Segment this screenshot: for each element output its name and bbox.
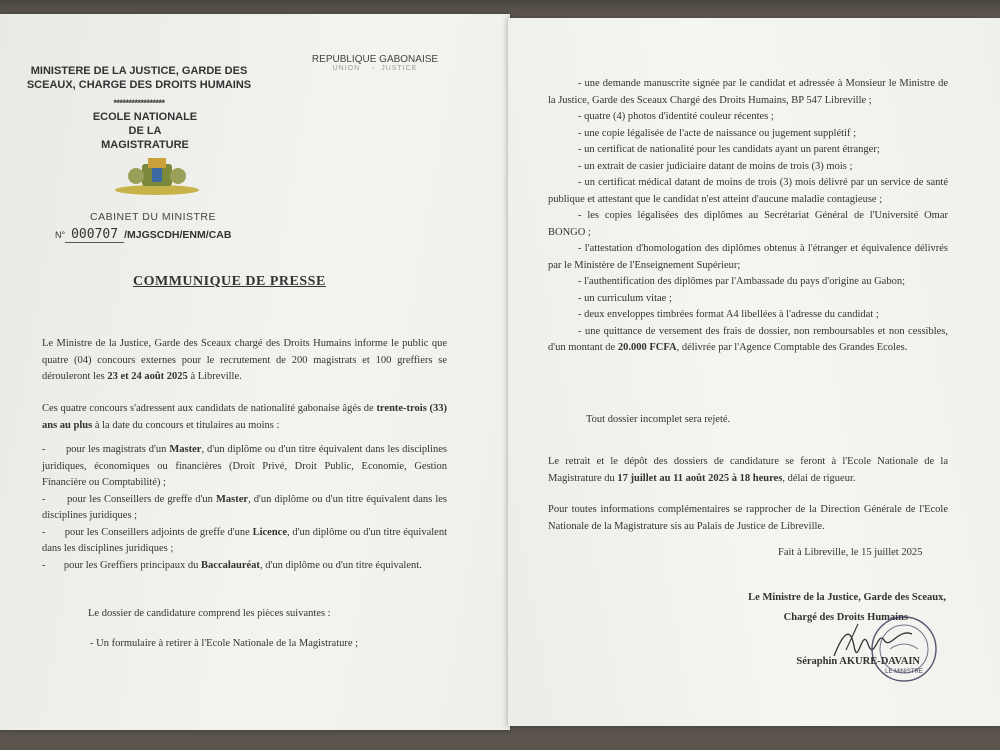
eligibility-text-end: à la date du concours et titulaires au moins : — [92, 419, 280, 431]
ref-suffix: /MJGSCDH/ENM/CAB — [124, 229, 232, 241]
list-item: - pour les Conseillers adjoints de greffe d'une Licence, d'un diplôme ou d'un titre équivalent dans les disciplines juridiques ; — [42, 526, 447, 554]
piece-item: - un certificat de nationalité pour les candidats ayant un parent étranger; — [578, 144, 880, 155]
signatory-title-1: Le Ministre de la Justice, Garde des Sceaux, — [748, 592, 946, 603]
info-paragraph: Pour toutes informations complémentaires se rapprocher de la Direction Générale de l'Ecole Nationale de la Magistrature sis au Palais de Justice de Libreville. — [548, 504, 948, 532]
ref-number-handwritten: 000707 — [65, 227, 124, 243]
republic-name: REPUBLIQUE GABONAISE — [311, 54, 439, 65]
date-line: Fait à Libreville, le 15 juillet 2025 — [778, 547, 923, 558]
motto-union: UNION — [332, 65, 361, 72]
signatory-name: Séraphin AKURE-DAVAIN — [796, 656, 920, 667]
ministry-header: MINISTERE DE LA JUSTICE, GARDE DES SCEAUX, CHARGE DES DROITS HUMAINS — [26, 65, 252, 91]
piece-item-quittance: - une quittance de versement des frais de dossier, non remboursables et non cessibles, d'un montant de 20.000 FCFA, délivrée par l'Agence Comptable des Grandes Ecoles. — [548, 325, 948, 353]
republic-header: REPUBLIQUE GABONAISE UNION - JUSTICE — [300, 54, 450, 72]
piece-item: - quatre (4) photos d'identité couleur récentes ; — [578, 111, 774, 122]
signatory-title-2: Chargé des Droits Humains — [783, 612, 908, 623]
left-page — [0, 14, 510, 730]
motto-justice: JUSTICE — [381, 65, 418, 72]
piece-item: - les copies légalisées des diplômes au Secrétariat Général de l'Université Omar BONGO ; — [548, 210, 948, 238]
document-title: COMMUNIQUE DE PRESSE — [133, 274, 326, 289]
list-item: - pour les magistrats d'un Master, d'un diplôme ou d'un titre équivalent dans les disciplines juridiques, économiques ou financières (Droit Privé, Droit Public, Economie, Gestion Financière ou Comptabilité) ; — [42, 444, 448, 488]
pieces-list — [548, 76, 948, 357]
reference-number — [55, 227, 231, 242]
eligibility-paragraph — [42, 401, 447, 434]
intro-paragraph — [42, 336, 447, 386]
school-header: ECOLE NATIONALE DE LA MAGISTRATURE — [92, 111, 198, 151]
official-stamp — [868, 613, 940, 685]
right-page — [508, 18, 1000, 726]
piece-item: - un extrait de casier judiciaire datant de moins de trois (3) mois ; — [578, 160, 853, 172]
cabinet-label: CABINET DU MINISTRE — [90, 211, 216, 223]
intro-text: Le Ministre de la Justice, Garde des Sceaux chargé des Droits Humains informe le public que quatre (04) concours externes pour le recrutement de 200 magistrats et 100 greffiers se dérouleront les — [42, 338, 447, 382]
eligibility-text: Ces quatre concours s'adressent aux candidats de nationalité gabonaise âgés de — [42, 403, 377, 414]
intro-dates: 23 et 24 août 2025 — [107, 371, 188, 382]
piece-item: - l'attestation d'homologation des diplômes obtenus à l'étranger et équivalence délivrés par le Ministère de l'Enseignement Supérieur; — [548, 243, 948, 271]
ref-prefix: N° — [55, 230, 66, 240]
piece-item: - un certificat médical datant de moins de trois (3) mois délivré par un service de santé publique et attestant que le candidat n'est atteint d'aucune maladie contagieuse ; — [548, 177, 948, 205]
piece-item: - une copie légalisée de l'acte de naissance ou jugement supplétif ; — [578, 127, 856, 139]
dossier-intro: Le dossier de candidature comprend les pièces suivantes : — [88, 608, 331, 619]
eligibility-age: trente-trois (33) ans au plus — [42, 403, 447, 431]
rejection-note: Tout dossier incomplet sera rejeté. — [586, 414, 731, 425]
piece-item: - deux enveloppes timbrées format A4 libellées à l'adresse du candidat ; — [578, 309, 879, 320]
retrait-paragraph: Le retrait et le dépôt des dossiers de candidature se feront à l'Ecole Nationale de la Magistrature du 17 juillet au 11 août 2025 à 18 heures, délai de rigueur. — [548, 456, 948, 484]
piece-item: - un curriculum vitae ; — [578, 292, 672, 304]
piece-item: - l'authentification des diplômes par l'Ambassade du pays d'origine au Gabon; — [578, 276, 906, 287]
requirements-list — [42, 442, 447, 574]
first-piece: - Un formulaire à retirer à l'Ecole Nationale de la Magistrature ; — [90, 638, 359, 649]
header-stars: ***************** — [113, 98, 165, 108]
stamp-text: LE MINISTRE — [885, 669, 923, 675]
list-item: - pour les Conseillers de greffe d'un Master, d'un diplôme ou d'un titre équivalent dans les disciplines juridiques ; — [42, 493, 447, 521]
intro-text-end: à Libreville. — [187, 371, 242, 382]
piece-item: - une demande manuscrite signée par le candidat et adressée à Monsieur le Ministre de la Justice, Garde des Sceaux Chargé des Droits Humains, BP 547 Libreville ; — [548, 78, 948, 106]
coat-of-arms-emblem — [112, 154, 202, 198]
list-item: - pour les Greffiers principaux du Baccalauréat, d'un diplôme ou d'un titre équivalent. — [42, 559, 422, 571]
